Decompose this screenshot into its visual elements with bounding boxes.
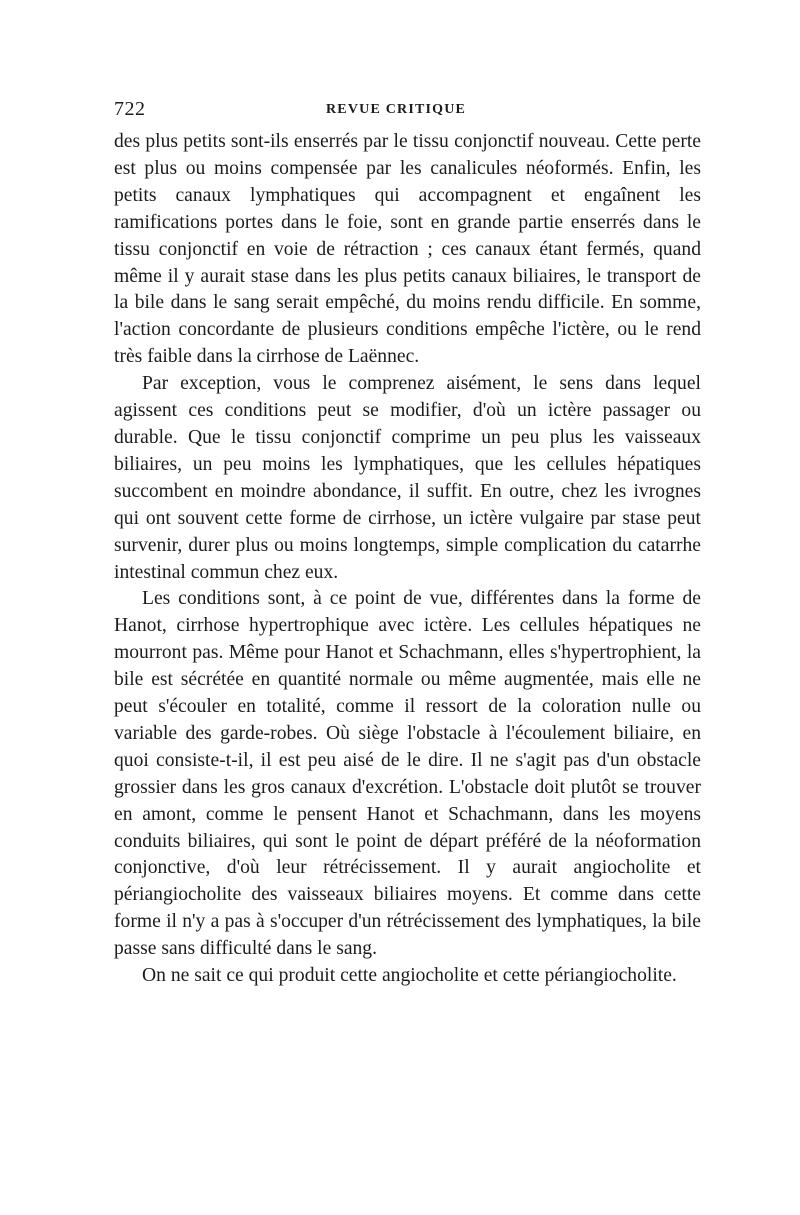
paragraph: Par exception, vous le comprenez aisément, le sens dans lequel agissent ces conditions peut se modifier, d'où un ictère passager ou durable. Que le tissu conjonctif comprime un peu plus les vaisseaux biliaires, un peu moins les lymphatiques, que les cellules hépatiques succombent en moindre abondance, il suffit. En outre, chez les ivrognes qui ont souvent cette forme de cirrhose, un ictère vulgaire par stase peut survenir, durer plus ou moins longtemps, simple complication du catarrhe intestinal commun chez eux. — [114, 373, 701, 583]
page-header — [114, 98, 700, 128]
paragraph-continued: des plus petits sont-ils enserrés par le tissu conjonctif nouveau. Cette perte est plus ou moins compensée par les canalicules néoformés. Enfin, les petits canaux lymphatiques qui accompagnent et engaînent les ramifications portes dans le foie, sont en grande partie enserrés dans le tissu conjonctif en voie de rétraction ; ces canaux étant fermés, quand même il y aurait stase dans les plus petits canaux biliaires, le transport de la bile dans le sang serait empêché, du moins rendu difficile. En somme, l'action concordante de plusieurs conditions empêche l'ictère, ou le rend très faible dans la cirrhose de Laënnec. — [114, 131, 701, 368]
running-head: REVUE CRITIQUE — [326, 102, 467, 117]
page-number: 722 — [114, 98, 146, 120]
body-text — [114, 129, 701, 990]
paragraph: Les conditions sont, à ce point de vue, différentes dans la forme de Hanot, cirrhose hypertrophique avec ictère. Les cellules hépatiques ne mourront pas. Même pour Hanot et Schachmann, elles s'hypertrophient, la bile est sécrétée en quantité normale ou même augmentée, mais elle ne peut s'écouler en totalité, comme il ressort de la coloration nulle ou variable des garde-robes. Où siège l'obstacle à l'écoulement biliaire, en quoi consiste-t-il, il est peu aisé de le dire. Il ne s'agit pas d'un obstacle grossier dans les gros canaux d'excrétion. L'obstacle doit plutôt se trouver en amont, comme le pensent Hanot et Schachmann, dans les moyens conduits biliaires, qui sont le point de départ préféré de la néoformation conjonctive, d'où leur rétrécissement. Il y aurait angiocholite et périangiocholite des vaisseaux biliaires moyens. Et comme dans cette forme il n'y a pas à s'occuper d'un rétrécissement des lymphatiques, la bile passe sans difficulté dans le sang. — [114, 588, 701, 960]
paragraph: On ne sait ce qui produit cette angiocholite et cette périangiocholite. — [142, 965, 677, 987]
